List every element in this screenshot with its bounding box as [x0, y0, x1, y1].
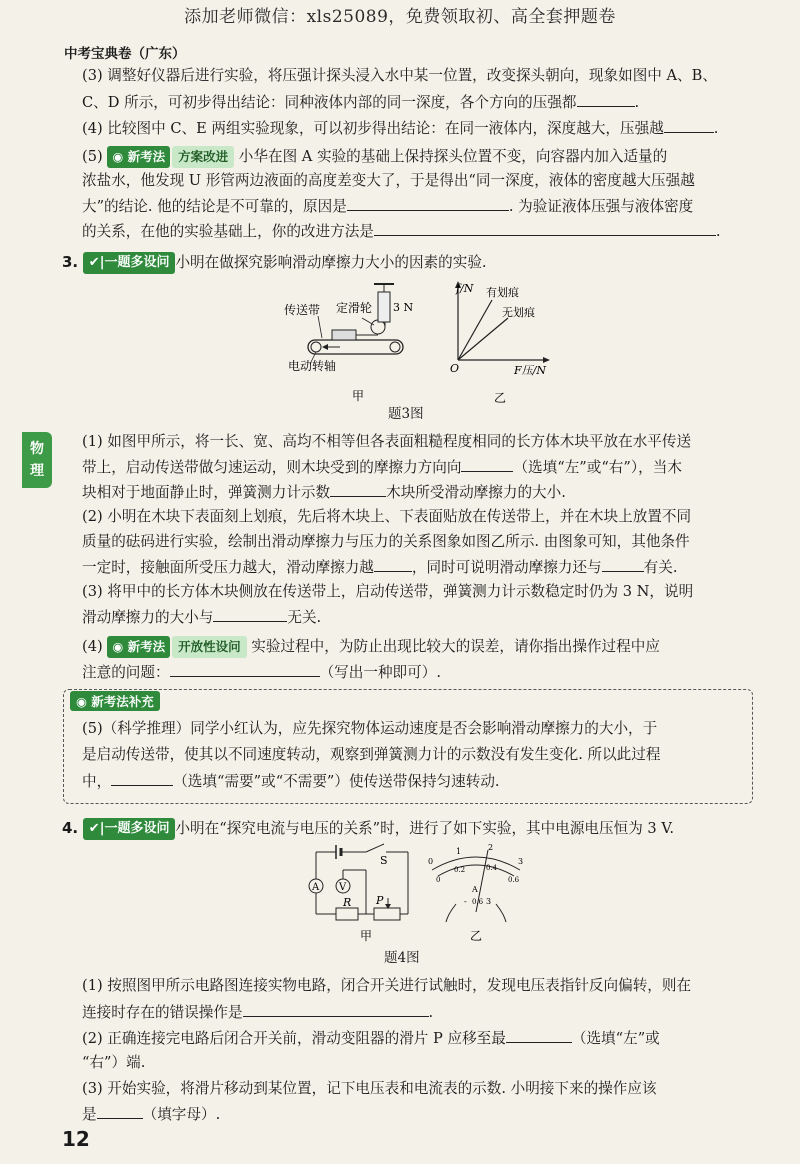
q4-figure-title: 题4图	[384, 950, 420, 966]
answer-blank[interactable]	[213, 607, 287, 622]
q3-part1-text: 块相对于地面静止时，弹簧测力计示数	[82, 484, 331, 501]
check-icon: ✔	[88, 255, 100, 270]
q3-part4-line2	[82, 662, 441, 683]
graph-line-smooth	[458, 318, 508, 360]
q4-part2-text: (2) 正确连接完电路后闭合开关前，滑动变阻器的滑片 P 应移至最	[82, 1030, 506, 1047]
q3-part1-line1: (1) 如图甲所示，将一长、宽、高均不相等但各表面粗糙程度相同的长方体木块平放在水平传送	[82, 433, 692, 450]
q4-stem: 小明在“探究电流与电压的关系”时，进行了如下实验，其中电源电压恒为 3 V.	[175, 820, 674, 837]
resistor-label: R	[343, 896, 352, 909]
tag-label: 新考法	[127, 639, 166, 654]
voltmeter-label: V	[339, 882, 347, 893]
book-header: 中考宝典卷（广东）	[64, 46, 186, 62]
scale-top-tick: 0	[428, 857, 434, 866]
q3-part4-text: 实验过程中，为防止出现比较大的误差，请你指出操作过程中应	[251, 638, 660, 655]
period: .	[428, 1004, 434, 1021]
q4-part2-line2: “右”）端.	[82, 1054, 146, 1071]
q3-part1-text: 木块所受滑动摩擦力的大小.	[386, 484, 566, 501]
q3-figure	[270, 278, 570, 406]
q3-stem-line	[62, 252, 487, 274]
q4-part3-line2	[82, 1104, 220, 1125]
q2-part4-text: (4) 比较图中 C、E 两组实验现象，可以初步得出结论：在同一液体内，深度越大，压强越	[82, 120, 664, 137]
q3-part1-text: 带上，启动传送带做匀速运动，则木块受到的摩擦力方向向	[82, 459, 462, 476]
q2-part5-text: 小华在图 A 实验的基础上保持探头位置不变，向容器内加入适量的	[238, 148, 668, 165]
tag-label: 新考法	[127, 149, 166, 164]
q2-part5-line2: 浓盐水，他发现 U 形管两边液面的高度差变大了，于是得出“同一深度，液体的密度越大压强越	[82, 172, 695, 189]
x-axis-label: F压/N	[514, 364, 546, 377]
answer-blank[interactable]	[374, 221, 716, 236]
pulley-label: 定滑轮	[336, 301, 373, 315]
terminal-label: -	[464, 897, 467, 906]
q2-part5-line3	[82, 196, 693, 217]
answer-blank[interactable]	[461, 457, 513, 472]
q4-part2-text: （选填“左”或	[571, 1030, 660, 1047]
answer-blank[interactable]	[506, 1028, 572, 1043]
answer-blank[interactable]	[664, 118, 714, 133]
q3-part5-line3	[82, 771, 500, 792]
question-number: 3.	[62, 253, 79, 271]
multi-question-tag: ✔|一题多设问	[83, 818, 176, 840]
period: .	[634, 94, 640, 111]
question-number: 4.	[62, 819, 79, 837]
q2-part3-line1: (3) 调整好仪器后进行实验，将压强计探头浸入水中某一位置，改变探头朝向，现象如图中 A、B、	[82, 67, 717, 84]
q3-part2-line1: (2) 小明在木块下表面刻上划痕，先后将木块上、下表面贴放在传送带上，并在木块上放置不同	[82, 508, 692, 525]
q2-part4-line1	[82, 118, 718, 139]
period: .	[713, 120, 719, 137]
q4-part3-line1: (3) 开始实验，将滑片移动到某位置，记下电压表和电流表的示数. 小明接下来的操作应该	[82, 1080, 657, 1097]
q3-part5-text: 中，	[82, 773, 112, 790]
q2-part5-text: 的关系，在他的实验基础上，你的改进方法是	[82, 223, 374, 240]
scale-top-tick: 2	[488, 843, 494, 852]
q3-part4-text: 注意的问题：	[82, 664, 170, 681]
scale-top-tick: 3	[518, 857, 524, 866]
q3-part3-line1: (3) 将甲中的长方体木块侧放在传送带上，启动传送带，弹簧测力计示数稳定时仍为 3 N，说明	[82, 583, 694, 600]
answer-blank[interactable]	[374, 557, 412, 572]
slider-label: P	[376, 894, 384, 907]
q3-part4-line1	[82, 636, 660, 658]
q4-part1-line2	[82, 1002, 433, 1023]
ammeter-label: A	[312, 882, 320, 893]
q3-part2-line2: 质量的砝码进行实验，绘制出滑动摩擦力与压力的关系图象如图乙所示. 由图象可知，其他条件	[82, 533, 690, 550]
figure-caption-jia: 甲	[360, 929, 373, 943]
q4-part3-text: （填字母）.	[142, 1106, 221, 1123]
subject-char: 物	[30, 441, 44, 457]
promo-banner: 添加老师微信：xls25089，免费领取初、高全套押题卷	[184, 7, 616, 27]
multi-question-tag: ✔|一题多设问	[83, 252, 176, 274]
graph-line-scratched	[458, 300, 492, 360]
q3-part2-line3	[82, 557, 677, 578]
meter-symbol: A	[472, 885, 478, 894]
tag-label: 新考法补充	[91, 694, 154, 709]
q3-part1-text: （选填“左”或“右”），当木	[513, 459, 682, 476]
bulb-icon: ◉	[112, 639, 124, 654]
force-label: 3 N	[393, 301, 414, 314]
subject-tab[interactable]	[22, 432, 52, 488]
q3-part5-line2: 是启动传送带，使其以不同速度转动，观察到弹簧测力计的示数没有发生变化. 所以此过程	[82, 746, 661, 763]
answer-blank[interactable]	[347, 196, 509, 211]
answer-blank[interactable]	[330, 482, 386, 497]
scale-top-tick: 1	[456, 847, 462, 856]
part-number: (4)	[82, 638, 103, 655]
check-icon: ✔	[88, 821, 100, 836]
open-design-tag: 开放性设问	[172, 636, 247, 658]
q3-part1-line2	[82, 457, 682, 478]
q2-part3-text: C、D 所示，可初步得出结论：同种液体内部的同一深度，各个方向的压强都	[82, 94, 577, 111]
q3-part3-line2	[82, 607, 321, 628]
q3-part4-text: （写出一种即可）.	[319, 664, 441, 681]
answer-blank[interactable]	[243, 1002, 429, 1017]
bulb-icon: ◉	[76, 694, 87, 709]
scale-bottom-tick: 0	[436, 876, 441, 884]
origin-label: O	[450, 362, 460, 375]
page-number: 12	[62, 1127, 90, 1151]
bulb-icon: ◉	[112, 149, 124, 164]
q3-stem: 小明在做探究影响滑动摩擦力大小的因素的实验.	[175, 254, 487, 271]
q2-part5-line1	[82, 146, 667, 168]
q3-part3-text: 无关.	[287, 609, 322, 626]
tag-label: 一题多设问	[104, 255, 170, 270]
terminal-label: 0.6	[472, 898, 484, 906]
subject-char: 理	[30, 463, 44, 479]
terminal-label: 3	[486, 897, 492, 906]
q3-part2-text: 一定时，接触面所受压力越大，滑动摩擦力越	[82, 559, 374, 576]
tag-label: 一题多设问	[104, 821, 170, 836]
plan-improve-tag: 方案改进	[172, 146, 234, 168]
q4-part1-text: 连接时存在的错误操作是	[82, 1004, 243, 1021]
q3-part1-line3	[82, 482, 566, 503]
q3-part2-text: ，同时可说明滑动摩擦力还与	[411, 559, 602, 576]
q4-part2-line1	[82, 1028, 660, 1049]
q4-part1-line1: (1) 按照图甲所示电路图连接实物电路，闭合开关进行试触时，发现电压表指针反向偏转，则在	[82, 977, 692, 994]
answer-blank[interactable]	[602, 557, 644, 572]
supplement-tag	[70, 691, 160, 711]
part-number: (5)	[82, 148, 103, 165]
q2-part5-text: 大”的结论. 他的结论是不可靠的，原因是	[82, 198, 347, 215]
answer-blank[interactable]	[577, 92, 635, 107]
q3-part3-text: 滑动摩擦力的大小与	[82, 609, 214, 626]
belt-label: 传送带	[284, 303, 321, 317]
q3-part5-line1: (5)（科学推理）同学小红认为，应先探究物体运动速度是否会影响滑动摩擦力的大小，于	[82, 720, 658, 737]
figure-caption-yi: 乙	[470, 929, 483, 943]
q4-stem-line	[62, 818, 674, 840]
answer-blank[interactable]	[111, 771, 173, 786]
circuit-diagram	[309, 844, 408, 920]
q3-part5-text: （选填“需要”或“不需要”）使传送带保持匀速转动.	[173, 773, 500, 790]
line2-label: 无划痕	[502, 306, 535, 319]
scale-bottom-tick: 0.6	[508, 876, 520, 884]
q2-part5-text: . 为验证液体压强与液体密度	[508, 198, 694, 215]
switch-label: S	[380, 854, 388, 867]
answer-blank[interactable]	[170, 662, 320, 677]
line1-label: 有划痕	[486, 286, 519, 299]
q4-figure	[296, 842, 536, 944]
new-method-tag	[107, 146, 170, 168]
scale-bottom-tick: 0.4	[486, 864, 498, 872]
y-axis-label: f/N	[456, 282, 474, 295]
q2-part3-line2	[82, 92, 639, 113]
new-method-tag	[107, 636, 170, 658]
q3-part2-text: 有关.	[643, 559, 678, 576]
conveyor-apparatus	[308, 284, 403, 364]
figure-caption-yi: 乙	[494, 391, 507, 405]
period: .	[715, 223, 721, 240]
motor-label: 电动转轴	[288, 359, 337, 373]
figure-caption-jia: 甲	[352, 389, 365, 403]
answer-blank[interactable]	[97, 1104, 143, 1119]
scale-bottom-tick: 0.2	[454, 866, 466, 874]
q3-figure-title: 题3图	[388, 406, 424, 422]
q2-part5-line4	[82, 221, 721, 242]
q4-part3-text: 是	[82, 1106, 97, 1123]
